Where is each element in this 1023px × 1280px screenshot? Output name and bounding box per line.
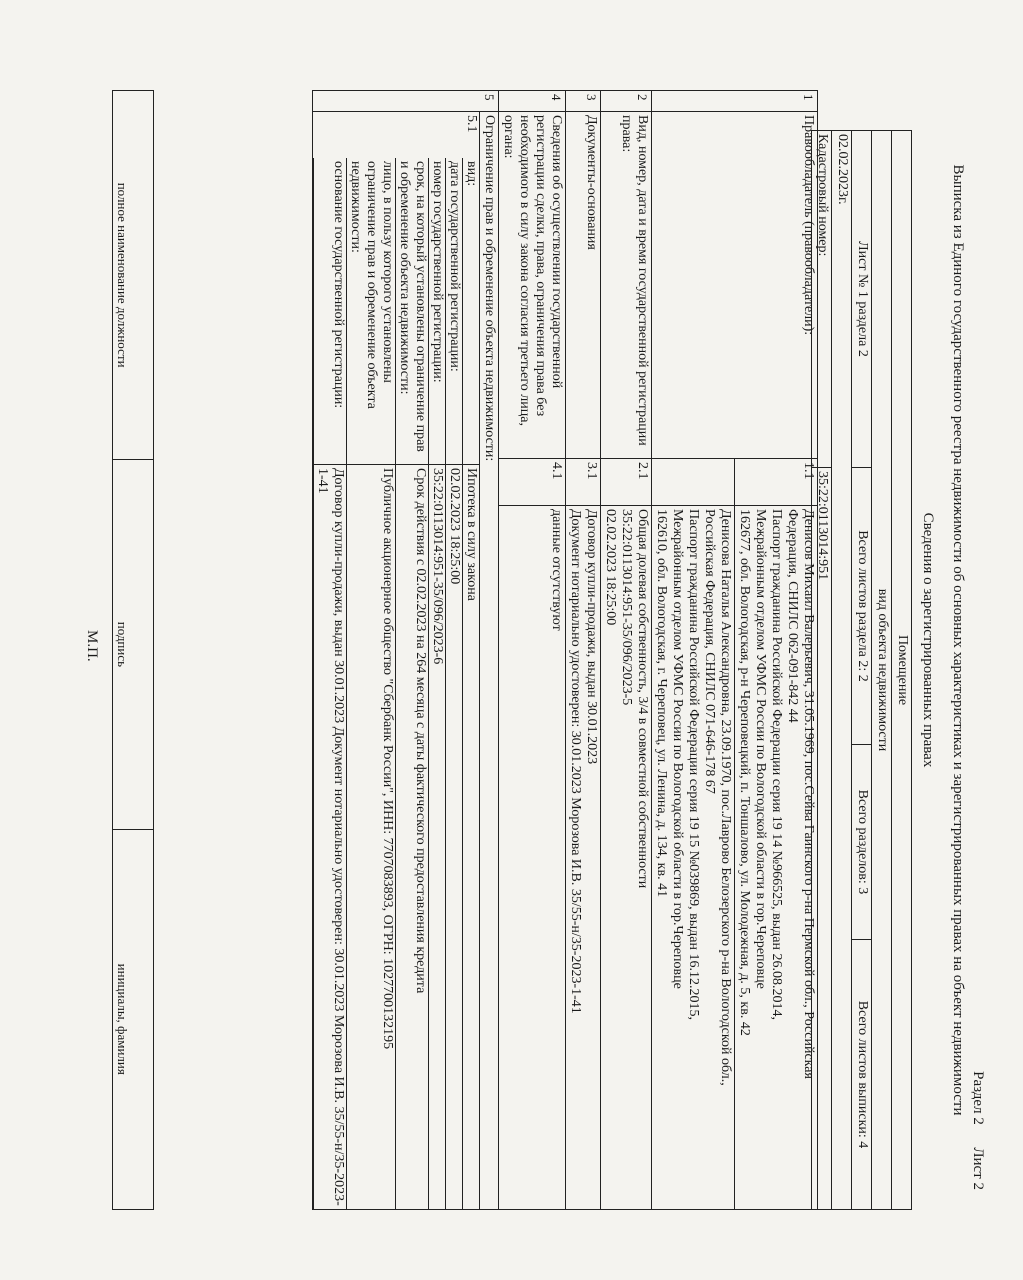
row-subnumber: 1.1 — [735, 459, 818, 506]
value-line: Документ нотариально удостоверен: 30.01.2023 Морозова И.В. 35/55-н/35-2023-1-41 — [568, 509, 583, 1014]
restriction-field-value: Публичное акционерное общество "Сбербанк России", ИНН: 7707083893, ОГРН: 1027700132195 — [347, 465, 396, 1210]
restriction-field — [347, 112, 396, 1209]
total-sheets: Всего листов выписки: 4 — [852, 940, 872, 1210]
value-line: Федерация, СНИЛС 062-091-842 44 — [785, 509, 800, 723]
restriction-subnumber — [314, 112, 347, 158]
row-number: 5 — [313, 91, 499, 112]
object-header-table — [811, 130, 912, 1210]
value-line: Общая долевая собственность, 3/4 в совместной собственности — [635, 509, 650, 889]
signature-sign: подпись — [113, 460, 154, 829]
section-label: Раздел 2 Лист 2 — [970, 1071, 986, 1190]
restriction-field-label: номер государственной регистрации: — [429, 158, 446, 465]
restriction-subnumber — [429, 112, 446, 158]
row-subnumber — [652, 459, 735, 506]
restriction-field-label: основание государственной регистрации: — [314, 158, 347, 465]
value-line: Межрайонным отделом УФМС России по Вологодской области в гор.Череповце — [670, 509, 685, 989]
document-sheet — [32, 50, 992, 1230]
table-row — [313, 91, 480, 1210]
row-label: Документы-основания — [566, 112, 601, 459]
restriction-subnumber: 5.1 — [464, 115, 479, 133]
value-line: данные отсутствуют — [549, 509, 564, 631]
row-value — [601, 506, 652, 1210]
restriction-field-value: 35:22:0113014:951-35/096/2023-6 — [429, 465, 446, 1210]
row-value — [499, 506, 566, 1210]
value-line: 35:22:0113014:951-35/096/2023-5 — [619, 509, 634, 706]
restriction-field — [396, 112, 429, 1209]
object-type-value: Помещение — [892, 131, 912, 1210]
signature-initials: инициалы, фамилия — [113, 829, 154, 1209]
value-line: 162677, обл. Вологодская, р-н Череповецкий, п. Тоншалово, ул. Молодежная, д. 5, кв. 42 — [737, 509, 752, 1036]
document-date: 02.02.2023г. — [832, 131, 852, 1210]
restriction-field — [429, 112, 446, 1209]
value-line: Межрайонным отделом УФМС России по Вологодской области в гор.Череповце — [753, 509, 768, 989]
table-row — [735, 91, 818, 1210]
value-line: Российская Федерация, СНИЛС 071-646-178 67 — [702, 509, 717, 794]
table-row — [566, 91, 601, 1210]
value-line: Денисов Михаил Валерьевич, 31.05.1969, пос.Сейва Гаинского р-на Пермской обл., Российская — [801, 509, 816, 1079]
row-subnumber: 3.1 — [566, 459, 601, 506]
restriction-field-value: Ипотека в силу закона — [463, 465, 480, 1210]
cadastral-label: Кадастровый номер: — [812, 131, 832, 468]
restriction-subnumber — [347, 112, 396, 158]
restriction-subnumber — [396, 112, 429, 158]
value-line: 02.02.2023 18:25:00 — [603, 509, 618, 626]
restriction-field-value: Договор купли-продажи, выдан 30.01.2023 Документ нотариально удостоверен: 30.01.2023 Морозова И.В. 35/55-н/35-2023-1-41 — [314, 465, 347, 1210]
row-value — [735, 506, 818, 1210]
value-line: Паспорт гражданина Российской Федерации серия 19 15 №039869, выдан 16.12.2015, — [686, 509, 701, 1020]
restriction-field-label: лицо, в пользу которого установлены ограничение прав и обременение объекта недвижимости: — [347, 158, 396, 465]
cadastral-value: 35:22:0113014:951 — [812, 468, 832, 1210]
total-sections: Всего разделов: 3 — [852, 744, 872, 939]
row-value — [652, 506, 735, 1210]
row-subnumber: 2.1 — [601, 459, 652, 506]
row-label: Сведения об осуществлении государственной регистрации сделки, права, ограничения права без необходимого в силу закона согласия третьего лица, органа: — [499, 112, 566, 459]
table-row — [480, 91, 499, 1210]
restriction-field — [446, 112, 463, 1209]
restriction-field-label: срок, на который установлены ограничение прав и обременение объекта недвижимости: — [396, 158, 429, 465]
restriction-field-label: дата государственной регистрации: — [446, 158, 463, 465]
restriction-field-value: 02.02.2023 18:25:00 — [446, 465, 463, 1210]
restriction-field-value: Срок действия с 02.02.2023 на 264 месяца с даты фактического предоставления кредита — [396, 465, 429, 1210]
rights-table — [312, 90, 818, 1210]
row-label: Ограничение прав и обременение объекта недвижимости: — [480, 112, 499, 1210]
value-line: Денисова Наталья Александровна, 23.09.1970, пос.Лаврово Белозерского р-на Вологодской обл., — [718, 509, 733, 1086]
value-line: Договор купли-продажи, выдан 30.01.2023 — [584, 509, 599, 765]
table-row — [499, 91, 566, 1210]
row-number: 4 — [499, 91, 566, 112]
value-line: 162610, обл. Вологодская, г. Череповец, ул. Ленина, д. 134, кв. 41 — [654, 509, 669, 898]
stamp-place-label: М.П. — [84, 630, 100, 662]
row-number: 1 — [652, 91, 818, 112]
signature-position: полное наименование должности — [113, 91, 154, 460]
row-value — [566, 506, 601, 1210]
object-type-label: вид объекта недвижимости — [872, 131, 892, 1210]
document-title: Выписка из Единого государственного реестра недвижимости об основных характеристиках и зарегистрированных правах на объект недвижимости — [950, 164, 966, 1116]
restriction-details — [313, 112, 480, 1210]
signature-table — [112, 90, 154, 1210]
restriction-field — [314, 112, 347, 1209]
sheet-info: Лист № 1 раздела 2 — [852, 131, 872, 468]
restriction-subnumber — [446, 112, 463, 158]
total-sheets-section: Всего листов раздела 2: 2 — [852, 468, 872, 745]
table-row — [601, 91, 652, 1210]
document-subtitle: Сведения о зарегистрированных правах — [920, 512, 936, 768]
row-number: 3 — [566, 91, 601, 112]
value-line: Паспорт гражданина Российской Федерации серия 19 14 №966525, выдан 26.08.2014, — [769, 509, 784, 1020]
row-subnumber: 4.1 — [499, 459, 566, 506]
row-label: Правообладатель (правообладатели): — [652, 112, 818, 459]
restriction-field — [463, 112, 480, 1209]
restriction-field-label: вид: — [463, 158, 480, 465]
row-label: Вид, номер, дата и время государственной регистрации права: — [601, 112, 652, 459]
row-number: 2 — [601, 91, 652, 112]
